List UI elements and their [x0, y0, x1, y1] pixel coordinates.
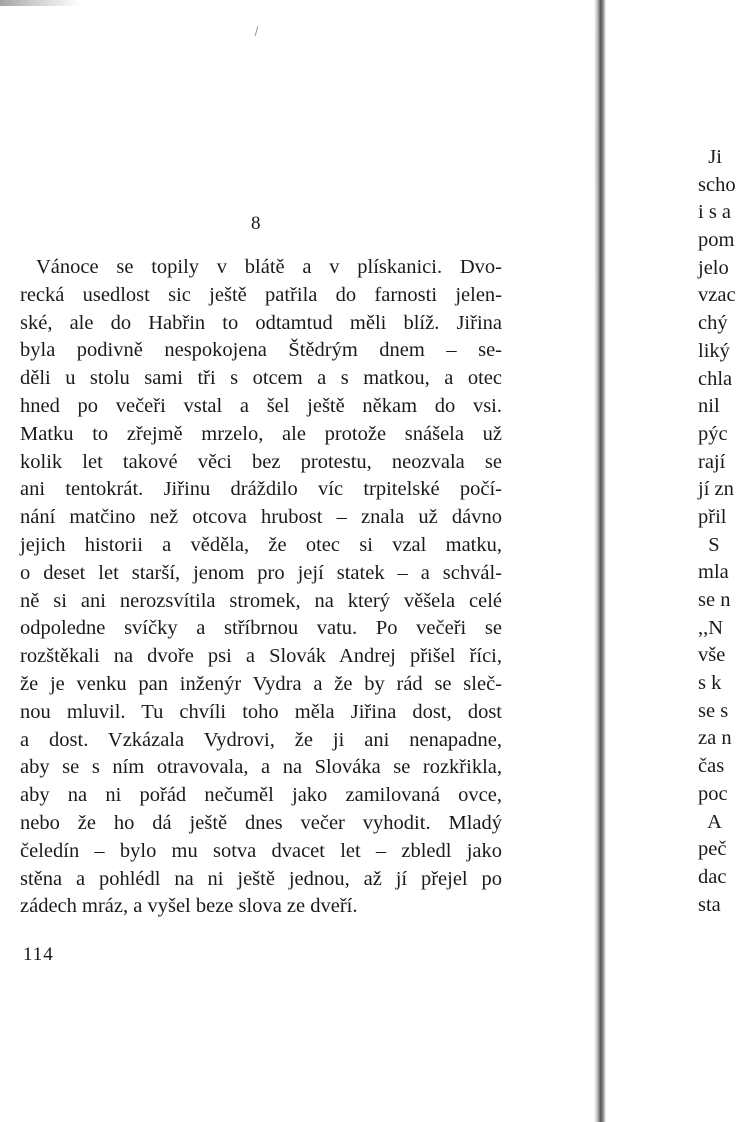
- text-line: Ji: [698, 146, 722, 168]
- text-line: ani tentokrát. Jiřinu dráždilo víc trpitelské počí-: [20, 478, 502, 501]
- text-line: kolik let takové věci bez protestu, neozvala se: [20, 450, 502, 473]
- text-line: ské, ale do Habřin to odtamtud měli blíž. Jiřina: [20, 311, 502, 334]
- text-line: jelo: [698, 256, 729, 279]
- text-line: poc: [698, 782, 728, 805]
- text-line: jí zn: [698, 478, 734, 501]
- text-line: chý: [698, 312, 728, 335]
- text-line: nání matčino než otcova hrubost – znala už dávno: [20, 506, 502, 529]
- body-text: [20, 254, 502, 921]
- text-line: ně si ani nerozsvítila stromek, na který věšela celé: [20, 589, 502, 612]
- text-line: chla: [698, 367, 733, 390]
- text-line: přil: [698, 505, 727, 528]
- text-line: nou mluvil. Tu chvíli toho měla Jiřina dost, dost: [20, 700, 502, 723]
- text-line: že je venku pan inženýr Vydra a že by rád se sleč-: [20, 672, 502, 695]
- text-line: se s: [698, 699, 729, 722]
- text-line: se n: [698, 589, 731, 611]
- text-line: pom: [698, 229, 735, 252]
- text-line: i s a: [698, 201, 732, 224]
- text-line: peč: [698, 838, 727, 861]
- text-line: zádech mráz, a vyšel beze slova ze dveří.: [20, 895, 358, 918]
- text-line: vše: [698, 644, 726, 667]
- text-line: scho: [698, 173, 736, 196]
- chapter-number: 8: [251, 213, 261, 234]
- page-number: 114: [23, 944, 54, 965]
- book-gutter: [594, 0, 606, 1122]
- text-line: o deset let starší, jenom pro její statek – a schvál-: [20, 561, 502, 584]
- text-line: rozštěkali na dvoře psi a Slovák Andrej přišel říci,: [20, 645, 502, 668]
- text-line: vzac: [698, 284, 736, 307]
- text-line: ,,N: [698, 616, 724, 639]
- text-line: dac: [698, 865, 727, 888]
- text-line: S: [698, 533, 720, 556]
- text-line: hned po večeři vstal a šel ještě někam do vsi.: [20, 394, 502, 417]
- text-line: A: [698, 810, 722, 833]
- text-line: s k: [698, 672, 722, 695]
- text-line: rají: [698, 450, 726, 473]
- text-line: děli u stolu sami tři s otcem a s matkou, a otec: [20, 367, 502, 390]
- text-line: pýc: [698, 422, 728, 445]
- text-line: jejich historii a věděla, že otec si vzal matku,: [20, 533, 502, 556]
- text-line: za n: [698, 727, 732, 750]
- text-line: čeledín – bylo mu sotva dvacet let – zbledl jako: [20, 839, 502, 862]
- text-line: nebo že ho dá ještě dnes večer vyhodit. Mladý: [20, 811, 502, 834]
- text-line: Matku to zřejmě mrzelo, ale protože snášela už: [20, 422, 502, 445]
- text-line: Vánoce se topily v blátě a v plískanici. Dvo-: [36, 256, 502, 278]
- text-line: nil: [698, 395, 720, 418]
- text-line: odpoledne svíčky a stříbrnou vatu. Po večeři se: [20, 617, 502, 640]
- text-line: mla: [698, 561, 729, 584]
- text-line: aby na ni pořád nečuměl jako zamilovaná ovce,: [20, 784, 502, 807]
- text-line: stěna a pohlédl na ni ještě jednou, až jí přejel po: [20, 867, 502, 890]
- text-line: sta: [698, 893, 721, 916]
- text-line: liký: [698, 339, 730, 362]
- text-line: recká usedlost sic ještě patřila do farnosti jelen-: [20, 283, 502, 306]
- text-line: čas: [698, 755, 725, 778]
- right-page: [612, 0, 738, 1122]
- text-line: a dost. Vzkázala Vydrovi, že ji ani nenapadne,: [20, 728, 502, 751]
- text-line: aby se s ním otravovala, a na Slováka se rozkřikla,: [20, 756, 502, 779]
- text-line: byla podivně nespokojena Štědrým dnem – se-: [20, 339, 502, 362]
- right-page-text: [698, 144, 738, 919]
